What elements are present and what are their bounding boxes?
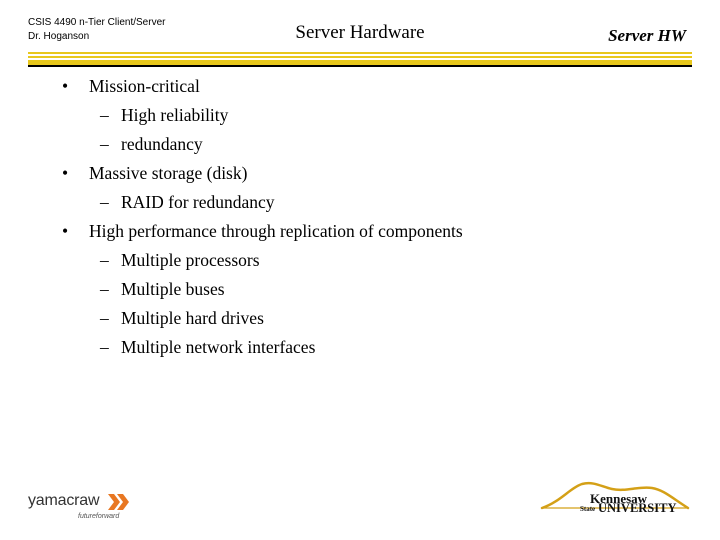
sub-bullet-item: [0, 101, 720, 130]
slide-tag: Server HW: [608, 26, 686, 45]
bullet-item: [0, 159, 720, 188]
sub-bullet-item: [0, 275, 720, 304]
ksu-kennesaw-text: Kennesaw: [590, 491, 648, 506]
sub-bullet-marker: –: [100, 134, 109, 154]
yamacraw-tagline: futureforward: [78, 513, 120, 520]
sub-bullet-marker: –: [100, 337, 109, 357]
sub-bullet-item: [0, 246, 720, 275]
ksu-university-text: UNIVERSITY: [598, 501, 677, 515]
sub-bullet-marker: –: [100, 105, 109, 125]
sub-bullet-text: Multiple network interfaces: [121, 337, 316, 357]
sub-bullet-item: [0, 304, 720, 333]
sub-bullet-item: [0, 188, 720, 217]
header-rule-dark: [28, 65, 692, 67]
sub-bullet-text: redundancy: [121, 134, 203, 154]
yamacraw-wordmark: yamacraw: [28, 492, 100, 509]
ksu-state-text: State: [580, 505, 596, 513]
ksu-logo: [540, 480, 690, 520]
slide-title: Server Hardware: [295, 22, 425, 43]
sub-bullet-text: High reliability: [121, 105, 229, 125]
course-line: CSIS 4490 n-Tier Client/Server: [28, 17, 166, 28]
bullet-item: [0, 72, 720, 101]
sub-bullet-marker: –: [100, 250, 109, 270]
header-rule-bar: [28, 52, 692, 67]
double-chevron-icon: [108, 492, 130, 512]
sub-bullet-text: Multiple processors: [121, 250, 260, 270]
instructor-line: Dr. Hoganson: [28, 31, 90, 42]
bullet-list: [0, 72, 720, 362]
bullet-marker: •: [62, 76, 69, 96]
yamacraw-logo: [28, 492, 138, 526]
sub-bullet-marker: –: [100, 308, 109, 328]
bullet-marker: •: [62, 221, 69, 241]
bullet-marker: •: [62, 163, 69, 183]
bullet-text: Massive storage (disk): [89, 163, 248, 183]
sub-bullet-marker: –: [100, 279, 109, 299]
sub-bullet-item: [0, 130, 720, 159]
bullet-text: Mission-critical: [89, 76, 200, 96]
sub-bullet-marker: –: [100, 192, 109, 212]
bullet-item: [0, 217, 720, 246]
bullet-text: High performance through replication of components: [89, 221, 463, 241]
sub-bullet-text: Multiple buses: [121, 279, 225, 299]
sub-bullet-text: RAID for redundancy: [121, 192, 275, 212]
sub-bullet-item: [0, 333, 720, 362]
sub-bullet-text: Multiple hard drives: [121, 308, 264, 328]
